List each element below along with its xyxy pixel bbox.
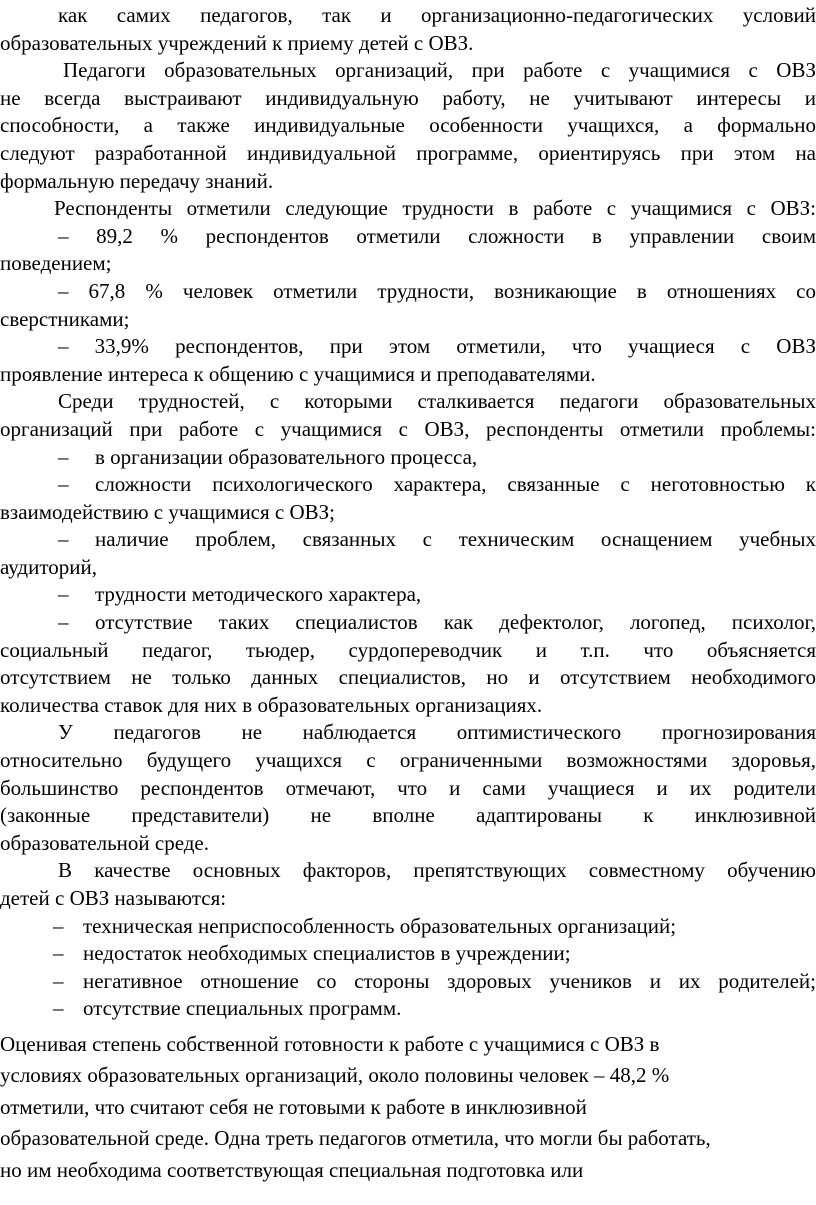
text-line: – негативное отношение со стороны здоровых учеников и их родителей; bbox=[0, 968, 816, 996]
text-line: У педагогов не наблюдается оптимистического прогнозирования bbox=[58, 720, 816, 745]
text-line: детей с ОВЗ называются: bbox=[0, 886, 227, 910]
text-line: взаимодействию с учащимися с ОВЗ; bbox=[0, 499, 336, 524]
list-dash-marker: – bbox=[58, 527, 69, 552]
list-dash-marker: – bbox=[53, 941, 64, 966]
paragraph-pedagogi bbox=[0, 57, 816, 195]
list-dash-marker: – bbox=[53, 996, 64, 1021]
text-line: формальную передачу знаний. bbox=[0, 168, 274, 193]
paragraph-ocenivaya bbox=[0, 1029, 816, 1187]
text-line: – в организации образовательного процесса, bbox=[0, 444, 816, 472]
text-line: Педагоги образовательных организаций, при работе с учащимися с ОВЗ bbox=[63, 58, 816, 83]
list-item-67-8 bbox=[0, 278, 816, 333]
text-line: как самих педагогов, так и организационно-педагогических условий bbox=[58, 3, 816, 27]
list-item-otsutstvie-specialistov bbox=[0, 609, 816, 719]
text-line: сверстниками; bbox=[0, 306, 130, 331]
text-line: условиях образовательных организаций, около половины человек – 48,2 % bbox=[0, 1063, 670, 1088]
paragraph-respondenty bbox=[0, 195, 816, 223]
text-line: – 67,8 % человек отметили трудности, возникающие в отношениях со bbox=[58, 278, 816, 303]
text-line: образовательной среде. Одна треть педагогов отметила, что могли бы работать, bbox=[0, 1126, 711, 1151]
list-dash-marker: – bbox=[53, 913, 64, 938]
text-line: (законные представители) не вполне адаптированы к инклюзивной bbox=[0, 803, 816, 828]
text-line: следуют разработанной индивидуальной программе, ориентируясь при этом на bbox=[0, 140, 816, 165]
paragraph-v-kachestve bbox=[0, 857, 816, 912]
list-item-organizacii bbox=[0, 444, 816, 472]
list-dash-marker: – bbox=[58, 472, 69, 497]
text-line: – отсутствие специальных программ. bbox=[0, 995, 816, 1023]
text-line: В качестве основных факторов, препятствующих совместному обучению bbox=[58, 858, 816, 883]
paragraph-conditions bbox=[0, 2, 816, 57]
text-line: количества ставок для них в образовательных организациях. bbox=[0, 692, 543, 717]
list-item-tehnicheskaya bbox=[0, 913, 816, 941]
text-line: – 33,9% респондентов, при этом отметили, что учащиеся с ОВЗ bbox=[58, 334, 816, 359]
text-line: относительно будущего учащихся с ограниченными возможностями здоровья, bbox=[0, 748, 816, 773]
text-line: – сложности психологического характера, связанные с неготовностью к bbox=[0, 471, 816, 499]
text-line: Респонденты отметили следующие трудности в работе с учащимися с ОВЗ: bbox=[54, 196, 816, 221]
text-line: социальный педагог, тьюдер, сурдопереводчик и т.п. что объясняется bbox=[0, 637, 816, 662]
text-line: Среди трудностей, с которыми сталкивается педагоги образовательных bbox=[58, 389, 816, 414]
text-line: Оценивая степень собственной готовности к работе с учащимися с ОВЗ в bbox=[0, 1031, 660, 1056]
list-item-89-2 bbox=[0, 223, 816, 278]
text-line: – недостаток необходимых специалистов в учреждении; bbox=[0, 940, 816, 968]
list-item-trudnosti-metod bbox=[0, 581, 816, 609]
text-line: – наличие проблем, связанных с техническим оснащением учебных bbox=[0, 526, 816, 554]
list-item-negativnoe bbox=[0, 968, 816, 996]
text-line: – отсутствие таких специалистов как дефектолог, логопед, психолог, bbox=[0, 609, 816, 637]
text-line: образовательных учреждений к приему детей с ОВЗ. bbox=[0, 30, 474, 55]
text-line: способности, а также индивидуальные особенности учащихся, а формально bbox=[0, 113, 816, 138]
list-item-otsutstvie-programm bbox=[0, 995, 816, 1023]
text-line: организаций при работе с учащимися с ОВЗ, респонденты отметили проблемы: bbox=[0, 416, 816, 441]
list-item-nedostatok bbox=[0, 940, 816, 968]
text-line: аудиторий, bbox=[0, 554, 97, 579]
text-line: образовательной среде. bbox=[0, 830, 209, 855]
list-dash-marker: – bbox=[58, 610, 69, 635]
text-line: – трудности методического характера, bbox=[0, 581, 816, 609]
text-line: не всегда выстраивают индивидуальную работу, не учитывают интересы и bbox=[0, 85, 816, 110]
paragraph-u-pedagogov bbox=[0, 719, 816, 857]
text-line: отсутствием не только данных специалистов, но и отсутствием необходимого bbox=[0, 665, 816, 690]
list-dash-marker: – bbox=[53, 968, 64, 993]
list-dash-marker: – bbox=[58, 582, 69, 607]
text-line: большинство респондентов отмечают, что и сами учащиеся и их родители bbox=[0, 775, 816, 800]
list-item-slozhnosti bbox=[0, 471, 816, 526]
text-line: – 89,2 % респондентов отметили сложности в управлении своим bbox=[58, 223, 816, 248]
list-item-33-9 bbox=[0, 333, 816, 388]
text-line: но им необходима соответствующая специальная подготовка или bbox=[0, 1157, 584, 1182]
text-line: – техническая неприспособленность образовательных организаций; bbox=[0, 913, 816, 941]
text-line: отметили, что считают себя не готовыми к работе в инклюзивной bbox=[0, 1094, 587, 1119]
paragraph-sredi-trudnostey bbox=[0, 388, 816, 443]
text-line: проявление интереса к общению с учащимися и преподавателями. bbox=[0, 361, 596, 386]
list-item-nalichie-problem bbox=[0, 526, 816, 581]
list-dash-marker: – bbox=[58, 444, 69, 469]
text-line: поведением; bbox=[0, 251, 112, 276]
